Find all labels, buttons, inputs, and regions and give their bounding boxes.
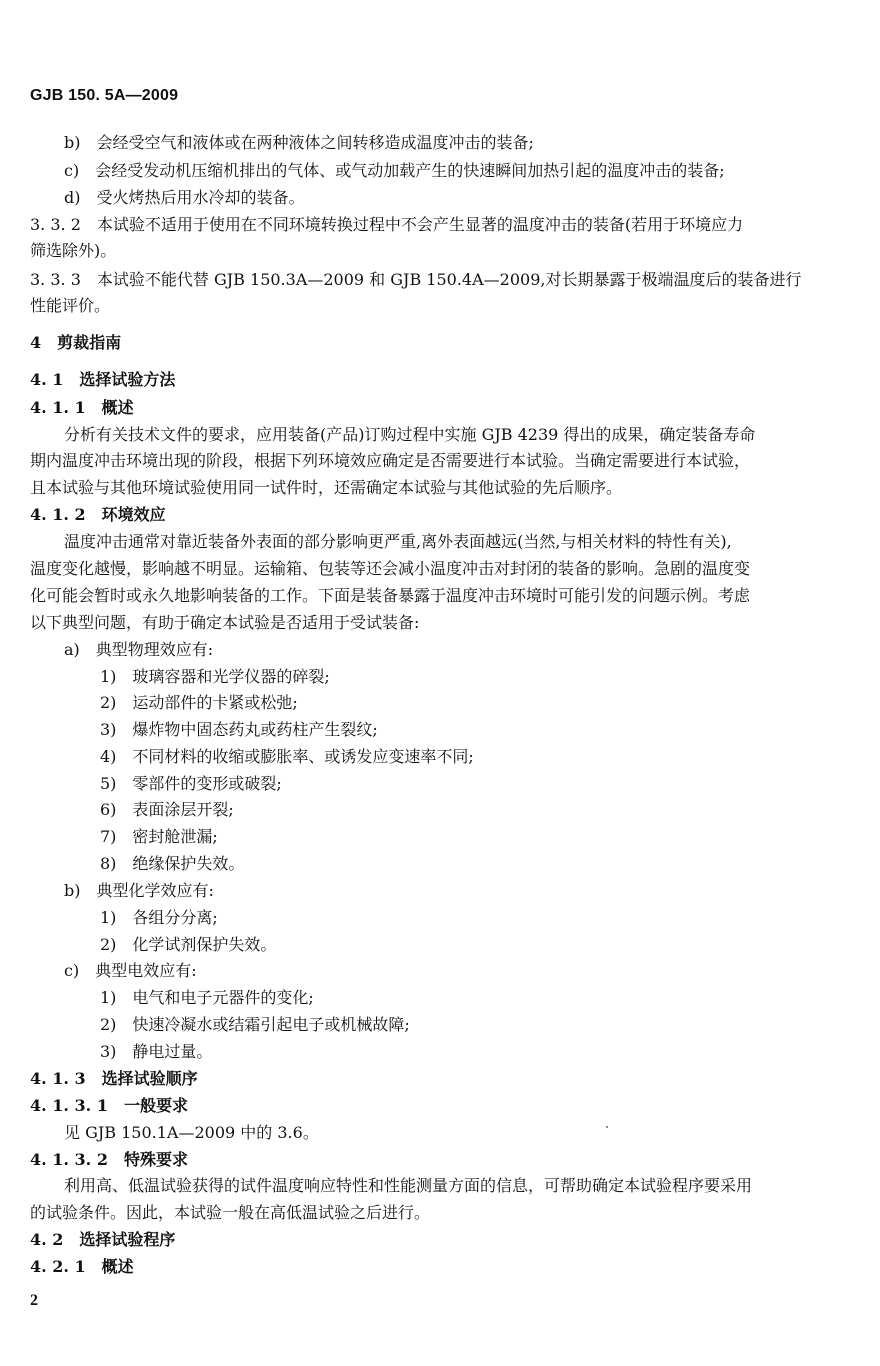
text-line: b) 典型化学效应有:	[64, 881, 214, 900]
text-line: b) 会经受空气和液体或在两种液体之间转移造成温度冲击的装备;	[64, 133, 534, 152]
text-line: 3. 3. 3 本试验不能代替 GJB 150.3A—2009 和 GJB 150.4A—2009,对长期暴露于极端温度后的装备进行	[30, 270, 802, 289]
section-heading: 4. 2 选择试验程序	[30, 1230, 176, 1249]
section-heading: 4. 1. 3 选择试验顺序	[30, 1069, 198, 1088]
scan-speck	[606, 1126, 608, 1128]
text-line: 5) 零部件的变形或破裂;	[100, 774, 282, 793]
text-line: 分析有关技术文件的要求，应用装备(产品)订购过程中实施 GJB 4239 得出的成果，确定装备寿命	[64, 425, 756, 444]
text-line: 以下典型问题，有助于确定本试验是否适用于受试装备:	[30, 613, 420, 632]
text-line: 2) 化学试剂保护失效。	[100, 935, 277, 954]
text-line: 2) 快速冷凝水或结霜引起电子或机械故障;	[100, 1015, 410, 1034]
text-line: 温度冲击通常对靠近装备外表面的部分影响更严重,离外表面越远(当然,与相关材料的特性有关),	[64, 532, 732, 551]
section-heading: 4. 1 选择试验方法	[30, 370, 176, 389]
text-line: 化可能会暂时或永久地影响装备的工作。下面是装备暴露于温度冲击环境时可能引发的问题示例。考虑	[30, 586, 751, 605]
text-line: 筛选除外)。	[30, 241, 117, 260]
text-line: 1) 各组分分离;	[100, 908, 218, 927]
section-heading: 4. 1. 3. 2 特殊要求	[30, 1150, 188, 1169]
text-line: 且本试验与其他环境试验使用同一试件时，还需确定本试验与其他试验的先后顺序。	[30, 478, 623, 497]
text-line: 2) 运动部件的卡紧或松弛;	[100, 693, 298, 712]
text-line: c) 典型电效应有:	[64, 961, 197, 980]
section-heading: 4. 1. 2 环境效应	[30, 505, 166, 524]
text-line: 8) 绝缘保护失效。	[100, 854, 245, 873]
section-heading: 4. 2. 1 概述	[30, 1257, 134, 1276]
text-line: 温度变化越慢，影响越不明显。运输箱、包装等还会减小温度冲击对封闭的装备的影响。急剧的温度变	[30, 559, 751, 578]
text-line: 性能评价。	[30, 296, 111, 315]
page-number: 2	[30, 1292, 38, 1309]
text-line: 3. 3. 2 本试验不适用于使用在不同环境转换过程中不会产生显著的温度冲击的装备(若用于环境应力	[30, 215, 744, 234]
section-heading: 4 剪裁指南	[30, 333, 122, 352]
standard-code-header: GJB 150. 5A—2009	[30, 87, 179, 104]
text-line: 4) 不同材料的收缩或膨胀率、或诱发应变速率不同;	[100, 747, 474, 766]
text-line: c) 会经受发动机压缩机排出的气体、或气动加载产生的快速瞬间加热引起的温度冲击的装备;	[64, 161, 725, 180]
text-line: 利用高、低温试验获得的试件温度响应特性和性能测量方面的信息，可帮助确定本试验程序要采用	[64, 1176, 753, 1195]
text-line: 1) 玻璃容器和光学仪器的碎裂;	[100, 667, 330, 686]
text-line: a) 典型物理效应有:	[64, 640, 214, 659]
section-heading: 4. 1. 3. 1 一般要求	[30, 1096, 188, 1115]
text-line: 7) 密封舱泄漏;	[100, 827, 218, 846]
text-line: 3) 静电过量。	[100, 1042, 213, 1061]
text-line: 1) 电气和电子元器件的变化;	[100, 988, 314, 1007]
text-line: 6) 表面涂层开裂;	[100, 800, 234, 819]
text-line: 的试验条件。因此，本试验一般在高低温试验之后进行。	[30, 1203, 431, 1222]
text-line: 见 GJB 150.1A—2009 中的 3.6。	[64, 1123, 319, 1142]
text-line: d) 受火烤热后用水冷却的装备。	[64, 188, 305, 207]
text-line: 3) 爆炸物中固态药丸或药柱产生裂纹;	[100, 720, 378, 739]
section-heading: 4. 1. 1 概述	[30, 398, 134, 417]
text-line: 期内温度冲击环境出现的阶段，根据下列环境效应确定是否需要进行本试验。当确定需要进行本试验，	[30, 451, 751, 470]
